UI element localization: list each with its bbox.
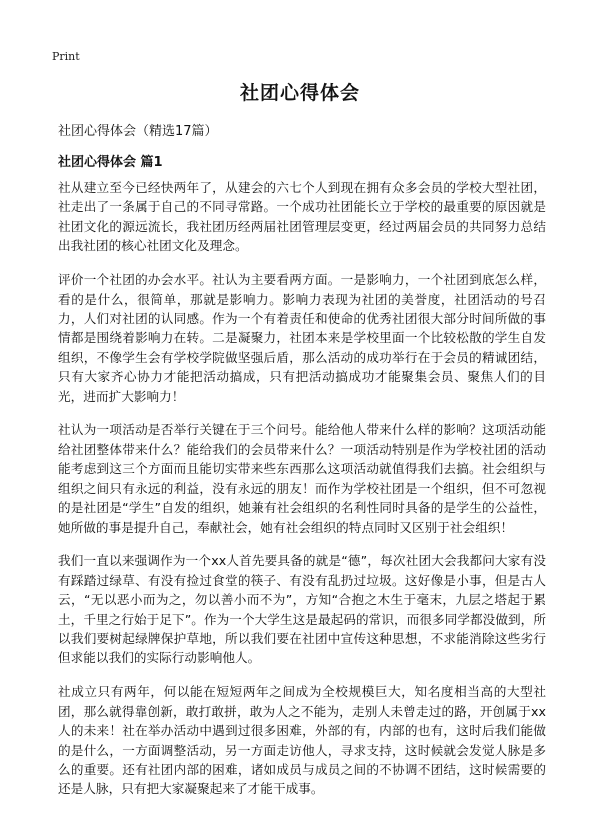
paragraph: 社从建立至今已经快两年了，从建会的六七个人到现在拥有众多会员的学校大型社团，社走出了一条属于自己的不同寻常路。一个成功社团能长立于学校的最重要的原因就是社团文化的源远流长，我社团历经两届社团管理层变更，经过两届会员的共同努力总结出我社团的核心社团文化及理念。 [58, 180, 546, 254]
paragraph: 评价一个社团的办会水平。社认为主要看两方面。一是影响力，一个社团到底怎么样，看的是什么，很简单，那就是影响力。影响力表现为社团的美誉度，社团活动的号召力，人们对社团的认同感。作为一个有着责任和使命的优秀社团很大部分时间所做的事情都是围绕着影响力在转。二是凝聚力，社团本来是学校里面一个比较松散的学生自发组织，不像学生会有学校学院做坚强后盾，那么活动的成功举行在于会员的精诚团结，只有大家齐心协力才能把活动搞成，只有把活动搞成功才能聚集会员、聚焦人们的目光，进而扩大影响力！ [58, 272, 546, 404]
document-body [58, 178, 546, 813]
document-subtitle: 社团心得体会（精选17篇） [58, 124, 218, 139]
paragraph: 社成立只有两年，何以能在短短两年之间成为全校规模巨大，知名度相当高的大型社团，那么就得靠创新，敢打敢拼，敢为人之不能为，走别人未曾走过的路，开创属于xx人的未来！社在举办活动中遇到过很多困难，外部的有，内部的也有，这时后我们能做的是什么，一方面调整活动，另一方面走访他人，寻求支持，这时候就会发觉人脉是多么的重要。还有社团内部的困难，诸如成员与成员之间的不协调不团结，这时候需要的还是人脉，只有把大家凝聚起来了才能干成事。 [58, 684, 546, 797]
paragraph: 社认为一项活动是否举行关键在于三个问号。能给他人带来什么样的影响？这项活动能给社团整体带来什么？能给我们的会员带来什么？一项活动特别是作为学校社团的活动能考虑到这三个方面而且能切实带来些东西那么这项活动就值得我们去搞。社会组织与组织之间只有永远的利益，没有永远的朋友！而作为学校社团是一个组织，但不可忽视的是社团是“学生”自发的组织，她兼有社会组织的名利性同时具备的是学生的公益性，她所做的事是提升自己，奉献社会，她有社会组织的特点同时又区别于社会组织！ [58, 422, 546, 535]
print-label[interactable]: Print [52, 50, 80, 63]
page-title: 社团心得体会 [239, 82, 360, 104]
section-heading: 社团心得体会 篇1 [58, 155, 163, 170]
paragraph: 我们一直以来强调作为一个xx人首先要具备的就是“德”，每次社团大会我都问大家有没有踩踏过绿草、有没有捡过食堂的筷子、有没有乱扔过垃圾。这好像是小事，但是古人云，“无以恶小而为之，勿以善小而不为”，方知“合抱之木生于毫末，九层之塔起于累土，千里之行始于足下”。作为一个大学生这是最起码的常识，而很多同学都没做到，所以我们要树起绿牌保护草地，所以我们要在社团中宣传这种思想，不求能消除这些劣行但求能以我们的实际行动影响他人。 [58, 553, 546, 666]
